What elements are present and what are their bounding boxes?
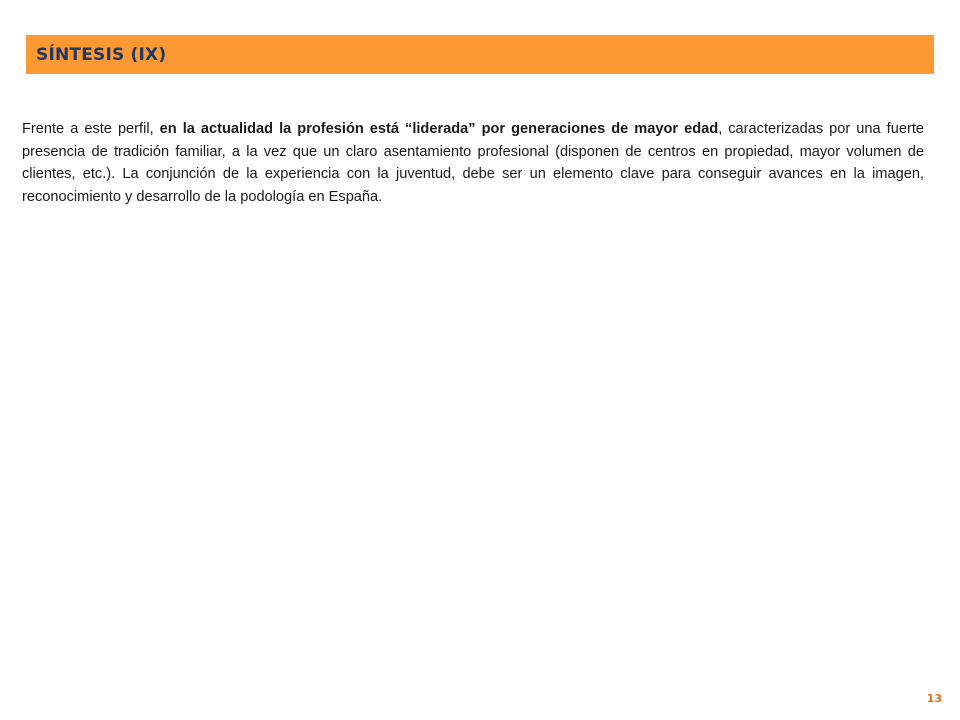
- slide-title: SÍNTESIS (IX): [36, 44, 167, 65]
- body-paragraph: [22, 118, 924, 208]
- paragraph-text-1: Frente a este perfil,: [22, 121, 160, 137]
- paragraph-text-2: , caracterizadas por una fuerte presencia de tradición familiar, a la vez que un claro asentamiento profesional (disponen de centros en propiedad, mayor volumen de clientes, etc.). La conjunción de la experiencia con la juventud, debe ser un elemento clave para conseguir avances en la imagen, reconocimiento y desarrollo de la podología en España.: [22, 121, 924, 205]
- page-number: 13: [926, 692, 942, 705]
- title-bar: [26, 35, 934, 74]
- paragraph-bold-text: en la actualidad la profesión está “liderada” por generaciones de mayor edad: [159, 121, 719, 137]
